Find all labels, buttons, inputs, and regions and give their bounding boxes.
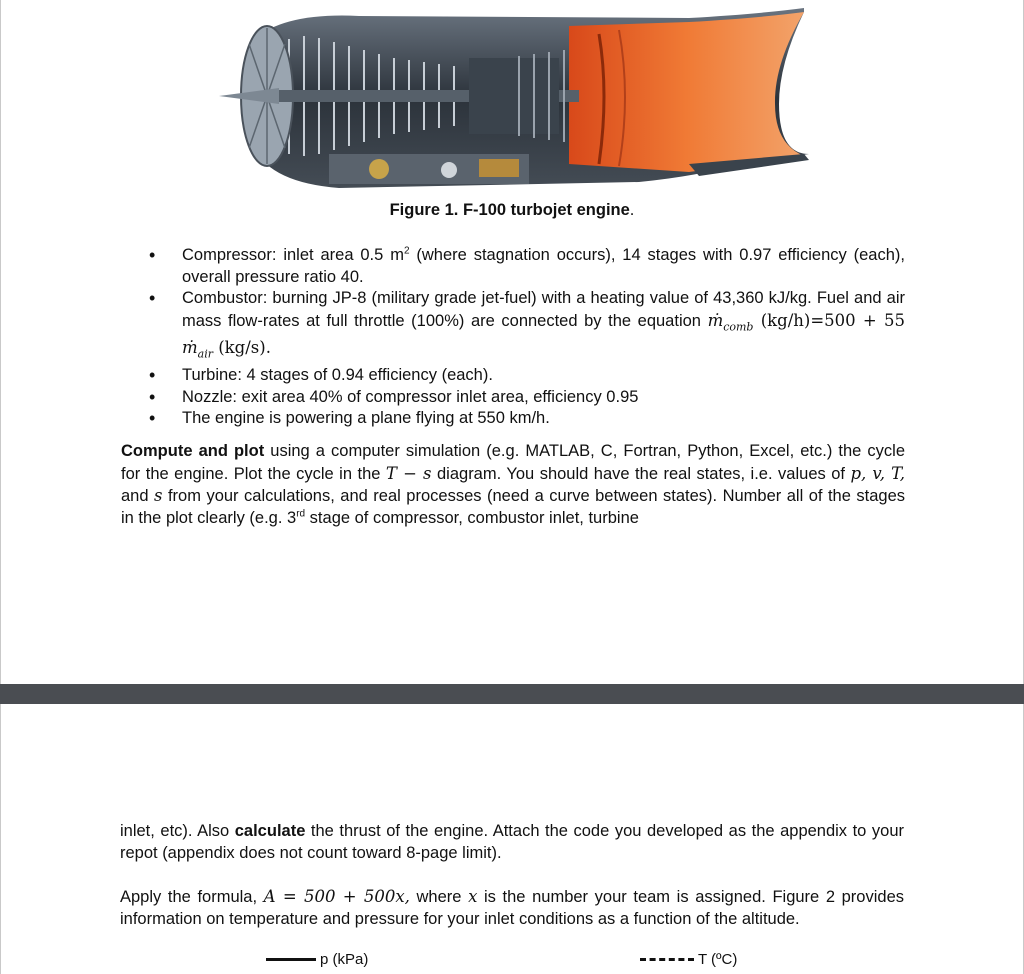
engine-specs-list — [149, 245, 905, 430]
turbojet-engine-illustration — [219, 4, 811, 198]
list-item: • Compressor: inlet area 0.5 $m^2$ (where stagnation occurs), 14 stages with 0.97 efficiency (each), overall pressure ratio 40. — [149, 245, 905, 288]
list-item: • Turbine: 4 stages of 0.94 efficiency (each). — [149, 365, 905, 387]
task-paragraph-3: Apply the formula, A = 500 + 500x, where x is the number your team is assigned. Figure 2 provides information on temperature and pressure for your inlet conditions as a function of the altitude. — [120, 887, 904, 928]
legend-pressure: p (kPa) — [266, 951, 368, 968]
list-item: • Combustor: burning JP-8 (military grade jet-fuel) with a heating value of 43,360 kJ/kg. Fuel and air mass flow-rates at full throttle (100%) are connected by the equation ṁ$_{comb}$ (kg/h)=500 + 55 ṁ$_{air}$ (kg/s). — [149, 288, 905, 365]
task-paragraph-2: inlet, etc). Also calculate the thrust of the engine. Attach the code you developed as the appendix to your repot (appendix does not count toward 8-page limit). — [120, 822, 904, 862]
dashed-line-marker — [640, 958, 694, 961]
solid-line-marker — [266, 958, 316, 961]
legend-temperature: T (ºC) — [640, 951, 737, 968]
task-paragraph-1: Compute and plot using a computer simulation (e.g. MATLAB, C, Fortran, Python, Excel, etc.) the cycle for the engine. Plot the cycle in the T − s diagram. You should have the real states, i.e. values of p, v, T, and s from your calculations, and real processes (need a curve between states). Number all of the stages in the plot clearly (e.g. 3rd stage of compressor, combustor inlet, turbine — [121, 442, 905, 527]
figure-caption: Figure 1. F-100 turbojet engine. — [389, 201, 635, 219]
list-item: • Nozzle: exit area 40% of compressor inlet area, efficiency 0.95 — [149, 387, 905, 409]
list-item: • The engine is powering a plane flying at 550 km/h. — [149, 408, 905, 430]
page-separator — [0, 684, 1024, 704]
